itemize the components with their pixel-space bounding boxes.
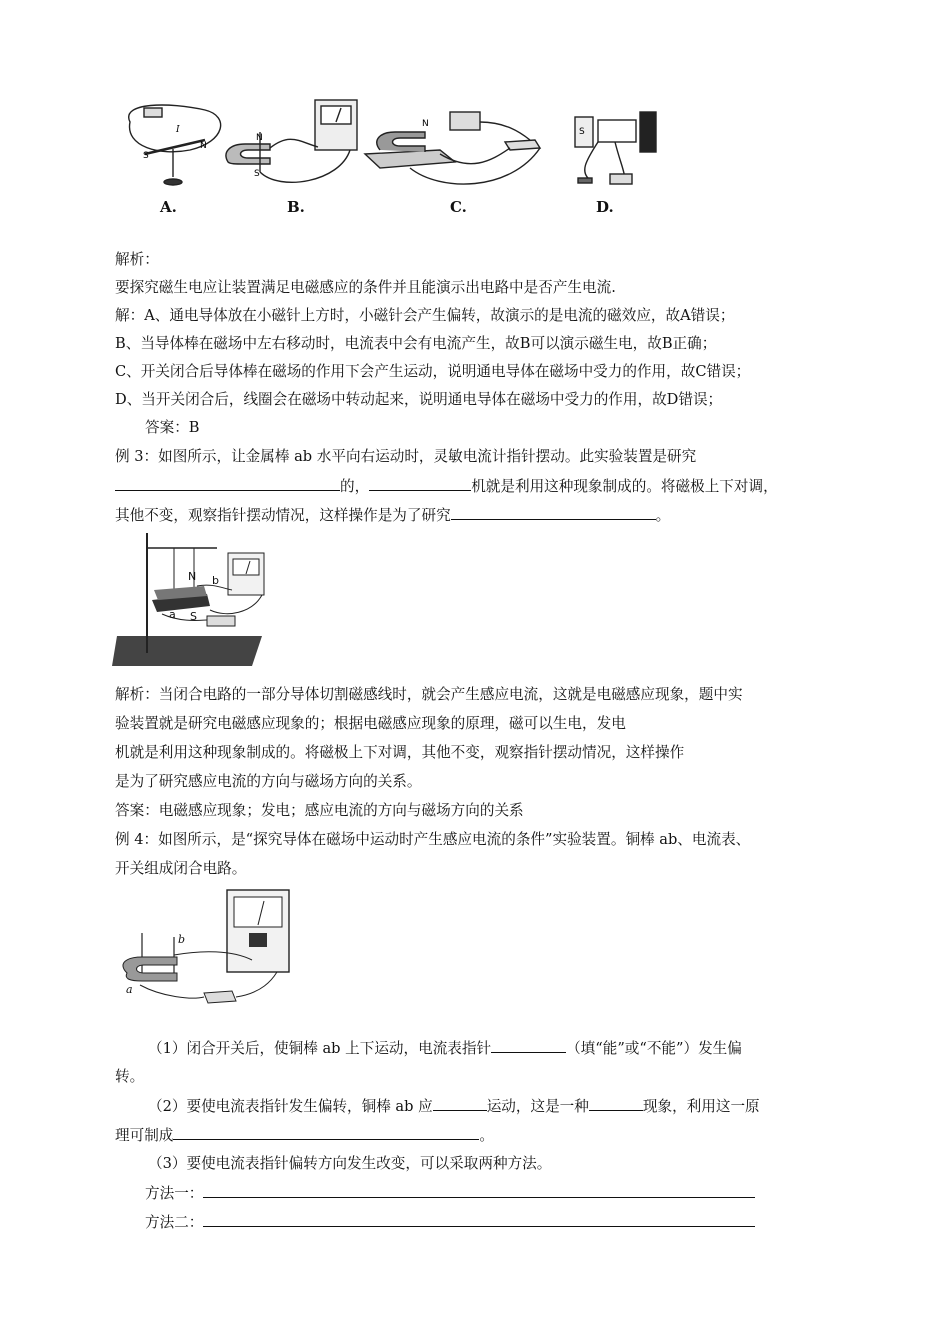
label-n: N — [188, 570, 197, 583]
label-s-b: S — [254, 169, 260, 179]
method-1-line — [145, 1183, 755, 1204]
example3-figure — [112, 528, 272, 668]
text-fragment: 。 — [479, 1127, 494, 1144]
solution-c: C、开关闭合后导体棒在磁场的作用下会产生运动，说明通电导体在磁场中受力的作用，故C错误； — [115, 363, 751, 380]
label-i: I — [176, 125, 180, 135]
apparatus-a — [129, 105, 221, 185]
example4-question-line2: 开关组成闭合电路。 — [115, 860, 247, 877]
example3-question-line1: 例 3：如图所示，让金属棒 ab 水平向右运动时，灵敏电流计指针摆动。此实验装置是研究 — [115, 448, 697, 465]
answer-blank[interactable] — [115, 476, 340, 491]
option-label-d: D. — [596, 198, 614, 216]
label-s: S — [190, 610, 197, 623]
label-n: N — [200, 141, 207, 151]
analysis-text: 要探究磁生电应让装置满足电磁感应的条件并且能演示出电路中是否产生电流. — [115, 279, 616, 296]
text-fragment: （2）要使电流表指针发生偏转，铜棒 ab 应 — [148, 1098, 433, 1115]
solution-d: D、当开关闭合后，线圈会在磁场中转动起来，说明通电导体在磁场中受力的作用，故D错误； — [115, 391, 723, 408]
option-label-a: A. — [160, 198, 177, 216]
q2-line1 — [148, 1096, 760, 1117]
answer-blank[interactable] — [173, 1125, 479, 1140]
option-label-b: B. — [287, 198, 305, 216]
apparatus-d — [575, 112, 656, 184]
answer-blank[interactable] — [369, 476, 471, 491]
label-b: b — [178, 933, 186, 946]
text-fragment: （填“能”或“不能”）发生偏 — [566, 1040, 742, 1057]
label-n-b: N — [256, 133, 263, 143]
text-fragment: 的， — [340, 478, 370, 495]
apparatus-c — [365, 112, 540, 184]
method-2-line — [145, 1212, 755, 1233]
example3-question-line2 — [115, 476, 778, 497]
solution-b: B、当导体棒在磁场中左右移动时，电流表中会有电流产生，故B可以演示磁生电，故B正确； — [115, 335, 717, 352]
method-2-label: 方法二： — [145, 1214, 204, 1231]
answer-blank[interactable] — [589, 1096, 643, 1111]
solution-a: 解：A、通电导体放在小磁针上方时，小磁针会产生偏转，故演示的是电流的磁效应，故A错误； — [115, 307, 735, 324]
text-fragment: 现象，利用这一原 — [642, 1098, 760, 1115]
example3-analysis-line1: 解析：当闭合电路的一部分导体切割磁感线时，就会产生感应电流，这就是电磁感应现象，题中实 — [115, 686, 743, 703]
example3-answer: 答案：电磁感应现象；发电；感应电流的方向与磁场方向的关系 — [115, 802, 524, 819]
example4-apparatus — [112, 885, 302, 1017]
example3-apparatus — [112, 528, 272, 668]
text-fragment: 其他不变，观察指针摆动情况，这样操作是为了研究 — [115, 507, 451, 524]
answer-blank[interactable] — [203, 1183, 755, 1198]
apparatus-b — [226, 100, 357, 182]
label-s-d: S — [579, 127, 585, 137]
label-s: S — [143, 151, 149, 161]
answer-blank[interactable] — [203, 1212, 755, 1227]
apparatus-drawings — [110, 92, 670, 220]
text-fragment: 机就是利用这种现象制成的。将磁极上下对调， — [471, 478, 778, 495]
answer-blank[interactable] — [491, 1038, 566, 1053]
answer-blank[interactable] — [451, 505, 656, 520]
label-b: b — [212, 574, 219, 587]
example3-analysis-line3: 机就是利用这种现象制成的。将磁极上下对调，其他不变，观察指针摆动情况，这样操作 — [115, 744, 685, 761]
example3-question-line3 — [115, 505, 670, 526]
q3-line: （3）要使电流表指针偏转方向发生改变，可以采取两种方法。 — [148, 1155, 552, 1172]
example3-analysis-line4: 是为了研究感应电流的方向与磁场方向的关系。 — [115, 773, 422, 790]
text-fragment: 运动，这是一种 — [486, 1098, 589, 1115]
q1-line2: 转。 — [115, 1068, 145, 1085]
option-label-c: C. — [450, 198, 467, 216]
method-1-label: 方法一： — [145, 1185, 204, 1202]
label-n-c: N — [422, 119, 429, 129]
answer-1: 答案：B — [145, 419, 200, 436]
figure-options — [110, 92, 670, 220]
q2-line2 — [115, 1125, 494, 1146]
q1-line1 — [148, 1038, 742, 1059]
text-fragment: 。 — [655, 507, 671, 524]
text-fragment: （1）闭合开关后，使铜棒 ab 上下运动，电流表指针 — [148, 1040, 492, 1057]
example4-figure — [112, 885, 302, 1017]
text-fragment: 理可制成 — [115, 1127, 174, 1144]
label-a: a — [169, 608, 176, 621]
label-a: a — [126, 983, 133, 996]
example3-analysis-line2: 验装置就是研究电磁感应现象的；根据电磁感应现象的原理，磁可以生电，发电 — [115, 715, 626, 732]
analysis-heading: 解析： — [115, 251, 159, 268]
answer-blank[interactable] — [433, 1096, 487, 1111]
example4-question-line1: 例 4：如图所示，是“探究导体在磁场中运动时产生感应电流的条件”实验装置。铜棒 ab、电流表、 — [115, 831, 751, 848]
